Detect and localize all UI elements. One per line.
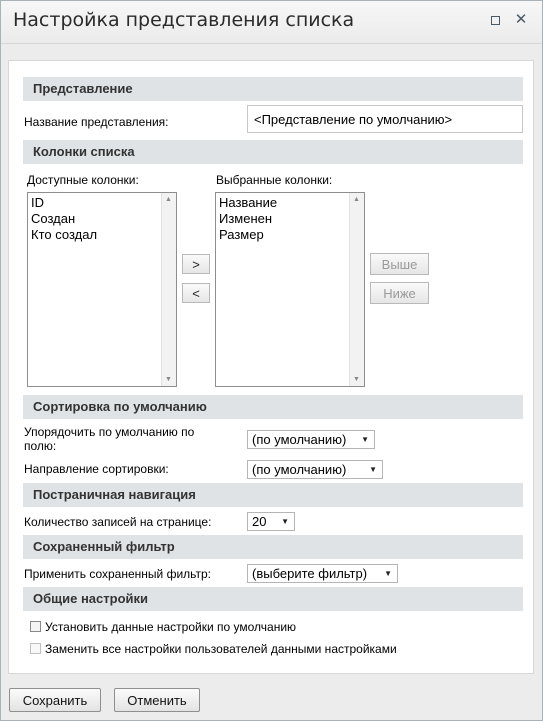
sort-field-value: (по умолчанию) bbox=[252, 432, 347, 447]
view-name-label: Название представления: bbox=[24, 115, 169, 129]
replace-all-checkbox[interactable] bbox=[30, 643, 41, 654]
sort-direction-label: Направление сортировки: bbox=[24, 462, 169, 476]
chevron-down-icon: ▼ bbox=[384, 569, 392, 578]
scroll-down-icon[interactable]: ▼ bbox=[165, 376, 172, 383]
list-item[interactable]: Кто создал bbox=[31, 227, 98, 242]
list-item[interactable]: Размер bbox=[219, 227, 264, 242]
settings-panel bbox=[8, 60, 534, 674]
page-size-label: Количество записей на странице: bbox=[24, 515, 212, 529]
sort-direction-value: (по умолчанию) bbox=[252, 462, 347, 477]
section-paging: Постраничная навигация bbox=[23, 483, 523, 507]
close-icon[interactable]: ✕ bbox=[514, 11, 528, 28]
selected-columns-label: Выбранные колонки: bbox=[216, 173, 333, 187]
save-button[interactable]: Сохранить bbox=[9, 688, 101, 712]
sort-direction-select[interactable] bbox=[247, 460, 383, 479]
list-item[interactable]: Название bbox=[219, 195, 278, 210]
remove-column-button[interactable]: < bbox=[182, 283, 210, 303]
available-columns-list[interactable] bbox=[27, 192, 177, 387]
saved-filter-label: Применить сохраненный фильтр: bbox=[24, 567, 211, 581]
selected-scrollbar[interactable] bbox=[349, 193, 364, 386]
available-scrollbar[interactable] bbox=[161, 193, 176, 386]
chevron-down-icon: ▼ bbox=[369, 465, 377, 474]
section-columns: Колонки списка bbox=[23, 140, 523, 164]
replace-all-label[interactable]: Заменить все настройки пользователей данными настройками bbox=[45, 642, 397, 656]
sort-field-label: Упорядочить по умолчанию по полю: bbox=[24, 425, 195, 453]
set-default-checkbox[interactable] bbox=[30, 621, 41, 632]
dialog-titlebar[interactable] bbox=[1, 1, 542, 44]
move-up-button[interactable]: Выше bbox=[370, 253, 429, 275]
list-item[interactable]: ID bbox=[31, 195, 44, 210]
list-item[interactable]: Создан bbox=[31, 211, 76, 226]
dialog-title: Настройка представления списка bbox=[13, 9, 355, 31]
section-general: Общие настройки bbox=[23, 587, 523, 611]
add-column-button[interactable]: > bbox=[182, 254, 210, 274]
saved-filter-select[interactable] bbox=[247, 564, 398, 583]
section-view: Представление bbox=[23, 77, 523, 101]
scroll-up-icon[interactable]: ▲ bbox=[165, 196, 172, 203]
scroll-down-icon[interactable]: ▼ bbox=[353, 376, 360, 383]
scroll-up-icon[interactable]: ▲ bbox=[353, 196, 360, 203]
selected-columns-list[interactable] bbox=[215, 192, 365, 387]
chevron-down-icon: ▼ bbox=[281, 517, 289, 526]
available-columns-label: Доступные колонки: bbox=[27, 173, 139, 187]
page-size-select[interactable] bbox=[247, 512, 295, 531]
move-down-button[interactable]: Ниже bbox=[370, 282, 429, 304]
maximize-icon[interactable] bbox=[487, 12, 503, 28]
section-sorting: Сортировка по умолчанию bbox=[23, 395, 523, 419]
list-item[interactable]: Изменен bbox=[219, 211, 273, 226]
chevron-down-icon: ▼ bbox=[361, 435, 369, 444]
cancel-button[interactable]: Отменить bbox=[114, 688, 200, 712]
section-filter: Сохраненный фильтр bbox=[23, 535, 523, 559]
view-name-input[interactable] bbox=[247, 105, 523, 133]
sort-field-select[interactable] bbox=[247, 430, 375, 449]
page-size-value: 20 bbox=[252, 514, 267, 529]
saved-filter-value: (выберите фильтр) bbox=[252, 566, 368, 581]
set-default-label[interactable]: Установить данные настройки по умолчанию bbox=[45, 620, 297, 634]
